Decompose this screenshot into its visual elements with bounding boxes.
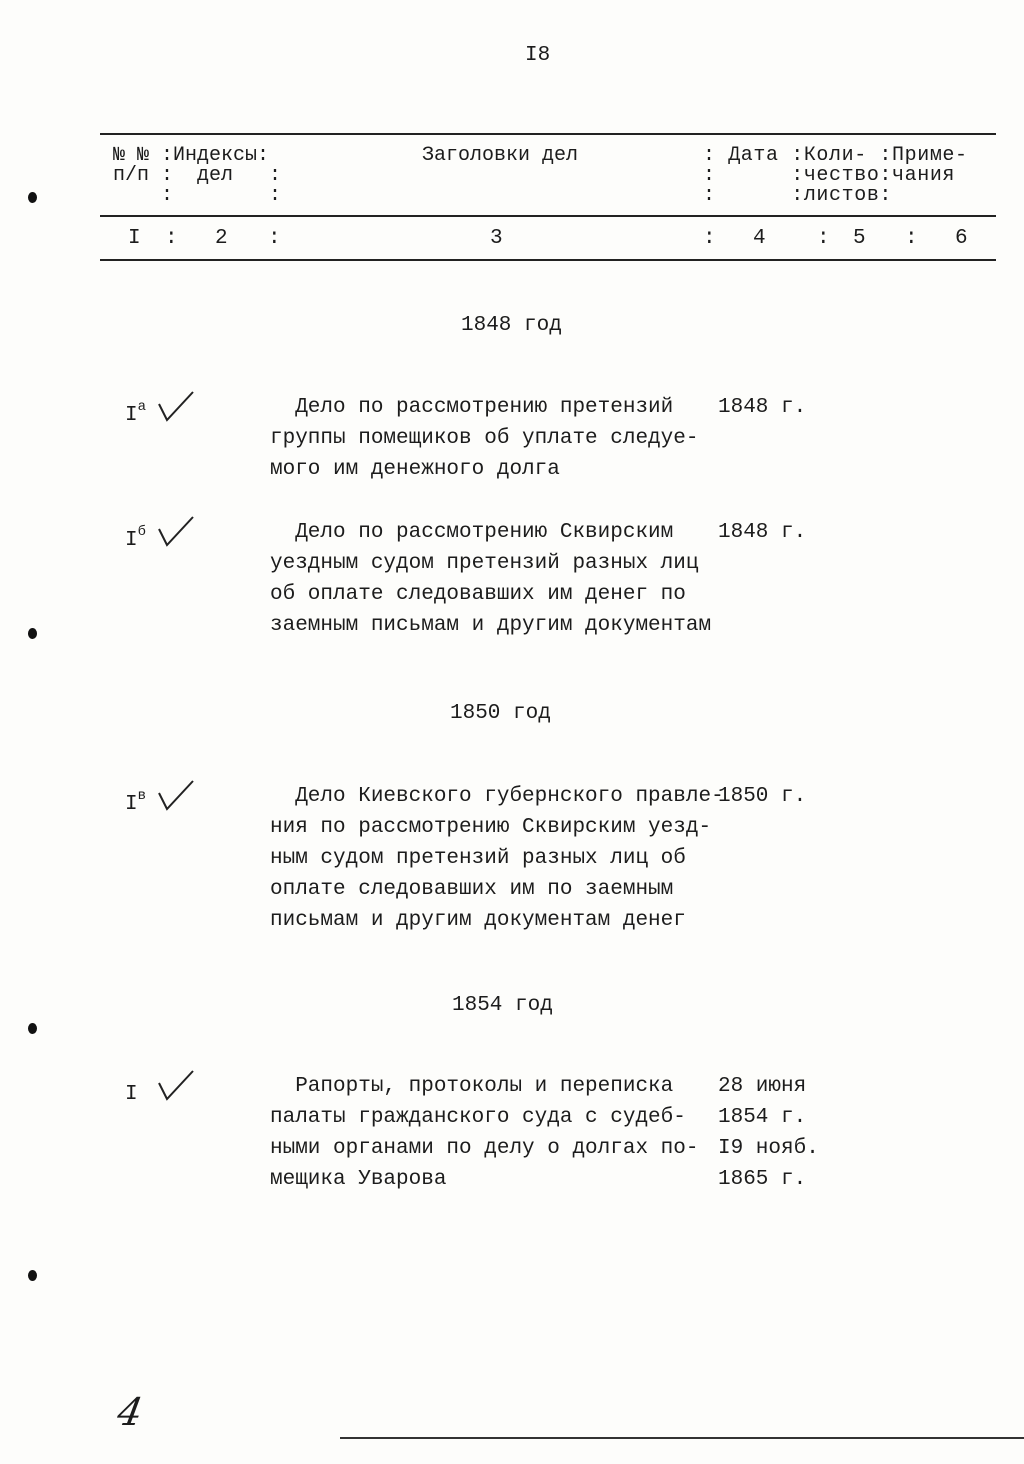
- entry-title-line: уездным судом претензий разных лиц: [270, 552, 699, 575]
- entry-title-line: ния по рассмотрению Сквирским уезд-: [270, 816, 712, 839]
- entry-title-line: группы помещиков об уплате следуе-: [270, 427, 699, 450]
- separator: :: [817, 227, 830, 250]
- entry-number-text: I: [125, 793, 138, 816]
- entry-title-line: заемным письмам и другим документам: [270, 614, 712, 637]
- col-num-2: 2: [215, 227, 228, 250]
- header-left-3: : :: [113, 184, 282, 207]
- checkmark-icon: [155, 1069, 195, 1103]
- separator: :: [165, 227, 178, 250]
- entry-number-text: I: [125, 1083, 138, 1106]
- page-number: I8: [525, 44, 551, 67]
- entry-title-line: оплате следовавших им по заемным: [270, 878, 674, 901]
- entry-number: [125, 781, 146, 820]
- col-num-4: 4: [753, 227, 766, 250]
- table-mid-rule: [100, 215, 996, 217]
- entry-title-line: ным судом претензий разных лиц об: [270, 847, 686, 870]
- entry-title-line: Рапорты, протоколы и переписка: [270, 1075, 674, 1098]
- punch-hole: [28, 192, 37, 203]
- entry-date: 1848 г.: [718, 521, 807, 544]
- entry-date: 1854 г.: [718, 1106, 807, 1129]
- separator: :: [905, 227, 918, 250]
- entry-number-letter: в: [137, 788, 147, 804]
- header-left-1: № № :Индексы:: [113, 144, 270, 167]
- entry-title-line: палаты гражданского суда с судеб-: [270, 1106, 686, 1129]
- entry-title-line: Дело Киевского губернского правле-: [270, 785, 724, 808]
- entry-number-letter: а: [137, 399, 147, 415]
- col-num-6: 6: [955, 227, 968, 250]
- checkmark-icon: [155, 390, 195, 424]
- entry-title-line: ными органами по делу о долгах по-: [270, 1137, 699, 1160]
- bottom-rule: [340, 1437, 1024, 1439]
- entry-title-line: письмам и другим документам денег: [270, 909, 686, 932]
- header-left-2: п/п : дел :: [113, 164, 282, 187]
- separator: :: [703, 227, 716, 250]
- handwritten-sheet-number: 4: [114, 1390, 147, 1434]
- header-titles: Заголовки дел: [422, 144, 579, 167]
- col-num-1: I: [128, 227, 141, 250]
- entry-number-text: I: [125, 529, 138, 552]
- entry-date: 28 июня: [718, 1075, 807, 1098]
- separator: :: [268, 227, 281, 250]
- entry-number-letter: б: [137, 524, 147, 540]
- year-heading: 1854 год: [452, 994, 553, 1017]
- entry-number: [125, 517, 146, 556]
- entry-number: [125, 392, 146, 431]
- checkmark-icon: [155, 515, 195, 549]
- table-top-rule: [100, 133, 996, 135]
- entry-date: I9 нояб.: [718, 1137, 819, 1160]
- entry-number: [125, 1071, 138, 1110]
- punch-hole: [28, 628, 37, 639]
- header-right-1: : Дата :Коли- :Приме-: [703, 144, 968, 167]
- col-num-3: 3: [490, 227, 503, 250]
- entry-title-line: мещика Уварова: [270, 1168, 447, 1191]
- punch-hole: [28, 1023, 37, 1034]
- header-right-2: : :чество:чания: [703, 164, 956, 187]
- header-right-3: : :листов:: [703, 184, 893, 207]
- year-heading: 1850 год: [450, 702, 551, 725]
- table-bottom-rule: [100, 259, 996, 261]
- year-heading: 1848 год: [461, 314, 562, 337]
- entry-title-line: мого им денежного долга: [270, 458, 560, 481]
- col-num-5: 5: [853, 227, 866, 250]
- entry-title-line: Дело по рассмотрению Сквирским: [270, 521, 674, 544]
- checkmark-icon: [155, 779, 195, 813]
- entry-date: 1865 г.: [718, 1168, 807, 1191]
- punch-hole: [28, 1270, 37, 1281]
- entry-date: 1850 г.: [718, 785, 807, 808]
- entry-number-text: I: [125, 404, 138, 427]
- entry-title-line: Дело по рассмотрению претензий: [270, 396, 674, 419]
- entry-title-line: об оплате следовавших им денег по: [270, 583, 686, 606]
- entry-date: 1848 г.: [718, 396, 807, 419]
